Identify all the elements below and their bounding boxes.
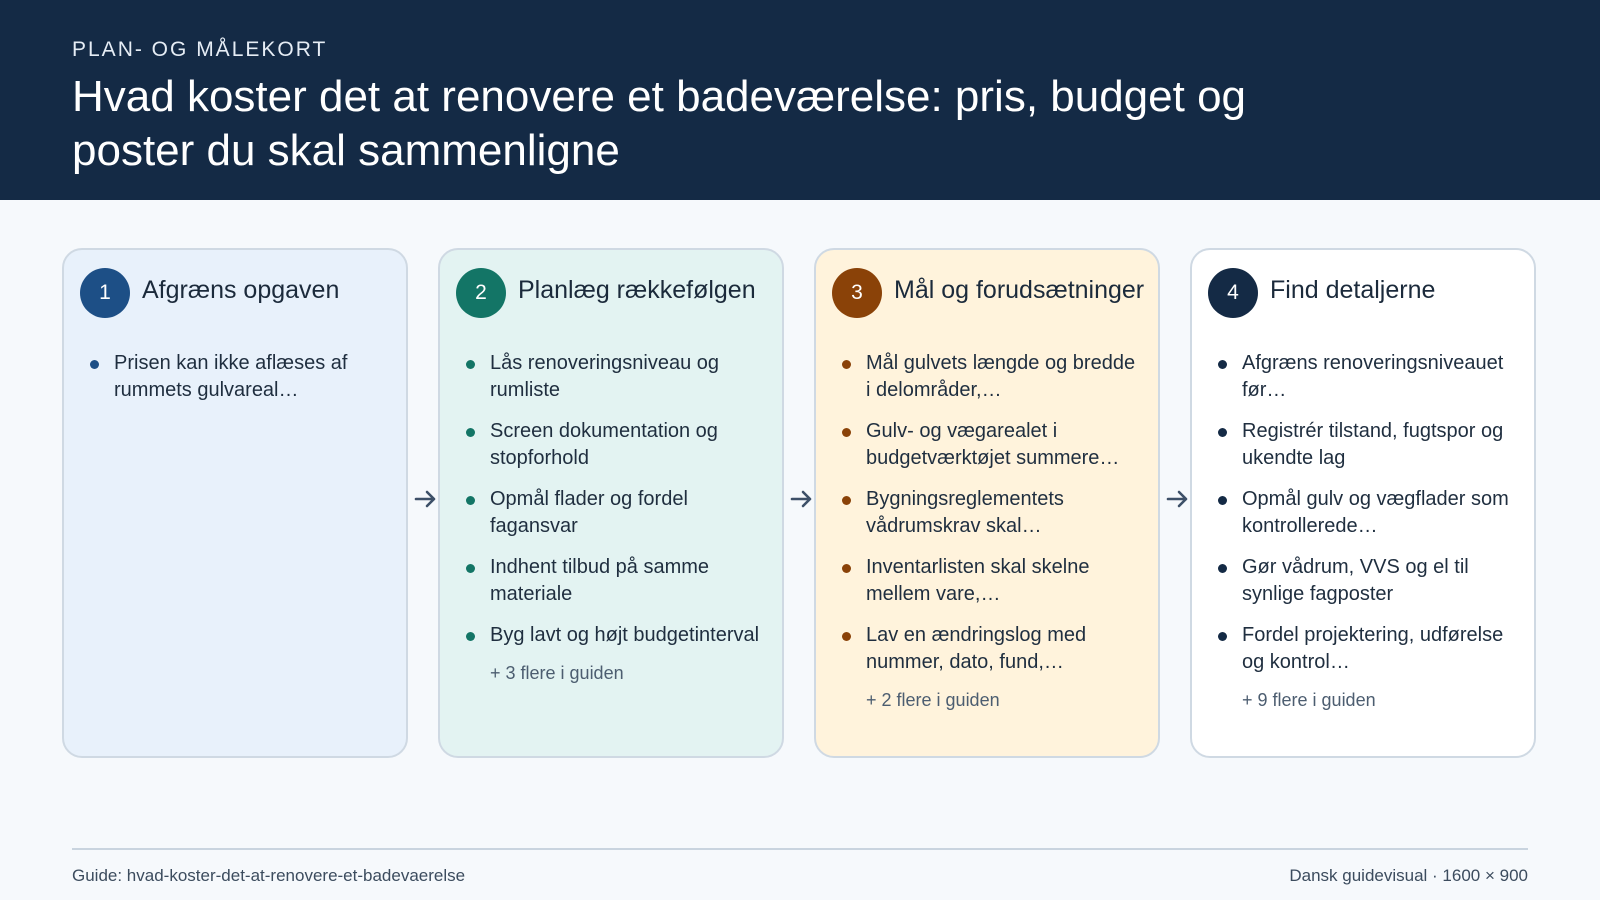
item-text: Lav en ændringslog med nummer, dato, fund,… [866, 624, 1087, 673]
item-text: Bygningsreglementets vådrumskrav skal… [866, 488, 1064, 537]
page-title: Hvad koster det at renovere et badeværelse: pris, budget og poster du skal sammenligne [72, 72, 1247, 175]
eyebrow-label: PLAN- OG MÅLEKORT [72, 38, 328, 61]
arrow-right-icon [414, 487, 438, 511]
bullet-icon [842, 360, 851, 369]
step-item-list [842, 350, 1142, 711]
list-item [90, 350, 390, 404]
step-number-badge: 4 [1208, 268, 1258, 318]
list-item [466, 622, 766, 649]
bullet-icon [842, 496, 851, 505]
item-text: Gør vådrum, VVS og el til synlige fagposter [1242, 556, 1469, 605]
step-number-badge: 3 [832, 268, 882, 318]
list-item [466, 418, 766, 472]
list-item [842, 554, 1142, 608]
list-item [842, 622, 1142, 676]
item-text: Screen dokumentation og stopforhold [490, 420, 718, 469]
step-number-badge: 2 [456, 268, 506, 318]
list-item [466, 486, 766, 540]
list-item [466, 350, 766, 404]
step-card-1 [62, 248, 408, 758]
list-item [1218, 350, 1518, 404]
bullet-icon [1218, 360, 1227, 369]
item-text: Lås renoveringsniveau og rumliste [490, 352, 720, 401]
list-item [1218, 486, 1518, 540]
list-item [1218, 622, 1518, 676]
step-title: Mål og forudsætninger [894, 276, 1145, 304]
arrow-right-icon [1166, 487, 1190, 511]
item-text: Indhent tilbud på samme materiale [490, 556, 710, 605]
list-item [1218, 554, 1518, 608]
item-text: Mål gulvets længde og bredde i delområder,… [866, 352, 1136, 401]
step-item-list [466, 350, 766, 684]
item-text: Byg lavt og højt budgetinterval [490, 624, 760, 646]
footer-divider [72, 848, 1528, 850]
item-text: Inventarlisten skal skelne mellem vare,… [866, 556, 1090, 605]
bullet-icon [466, 496, 475, 505]
step-item-list [90, 350, 390, 418]
bullet-icon [466, 360, 475, 369]
list-item [842, 418, 1142, 472]
step-title: Planlæg rækkefølgen [518, 276, 756, 304]
arrow-right-icon [790, 487, 814, 511]
bullet-icon [466, 428, 475, 437]
item-text: Prisen kan ikke aflæses af rummets gulvareal… [114, 352, 348, 401]
bullet-icon [1218, 632, 1227, 641]
bullet-icon [1218, 428, 1227, 437]
bullet-icon [1218, 496, 1227, 505]
list-item [1218, 418, 1518, 472]
bullet-icon [466, 564, 475, 573]
bullet-icon [842, 428, 851, 437]
item-text: Fordel projektering, udførelse og kontrol… [1242, 624, 1504, 673]
item-text: Opmål flader og fordel fagansvar [490, 488, 688, 537]
bullet-icon [466, 632, 475, 641]
bullet-icon [90, 360, 99, 369]
item-text: Registrér tilstand, fugtspor og ukendte lag [1242, 420, 1504, 469]
list-item [842, 486, 1142, 540]
item-text: Gulv- og vægarealet i budgetværktøjet summere… [866, 420, 1120, 469]
step-card-2 [438, 248, 784, 758]
more-in-guide-link[interactable]: + 9 flere i guiden [1242, 690, 1376, 710]
more-in-guide-link[interactable]: + 2 flere i guiden [866, 690, 1000, 710]
step-title: Afgræns opgaven [142, 276, 340, 304]
bullet-icon [842, 632, 851, 641]
step-item-list [1218, 350, 1518, 711]
footer-guide-slug: Guide: hvad-koster-det-at-renovere-et-badevaerelse [72, 866, 466, 885]
item-text: Afgræns renoveringsniveauet før… [1242, 352, 1504, 401]
step-number-badge: 1 [80, 268, 130, 318]
bullet-icon [1218, 564, 1227, 573]
step-title: Find detaljerne [1270, 276, 1436, 304]
more-in-guide-link[interactable]: + 3 flere i guiden [490, 663, 624, 683]
footer-caption: Dansk guidevisual · 1600 × 900 [1289, 866, 1528, 885]
list-item [842, 350, 1142, 404]
step-card-4 [1190, 248, 1536, 758]
step-card-3 [814, 248, 1160, 758]
item-text: Opmål gulv og vægflader som kontrollerede… [1242, 488, 1509, 537]
list-item [466, 554, 766, 608]
bullet-icon [842, 564, 851, 573]
header-banner [0, 0, 1600, 200]
